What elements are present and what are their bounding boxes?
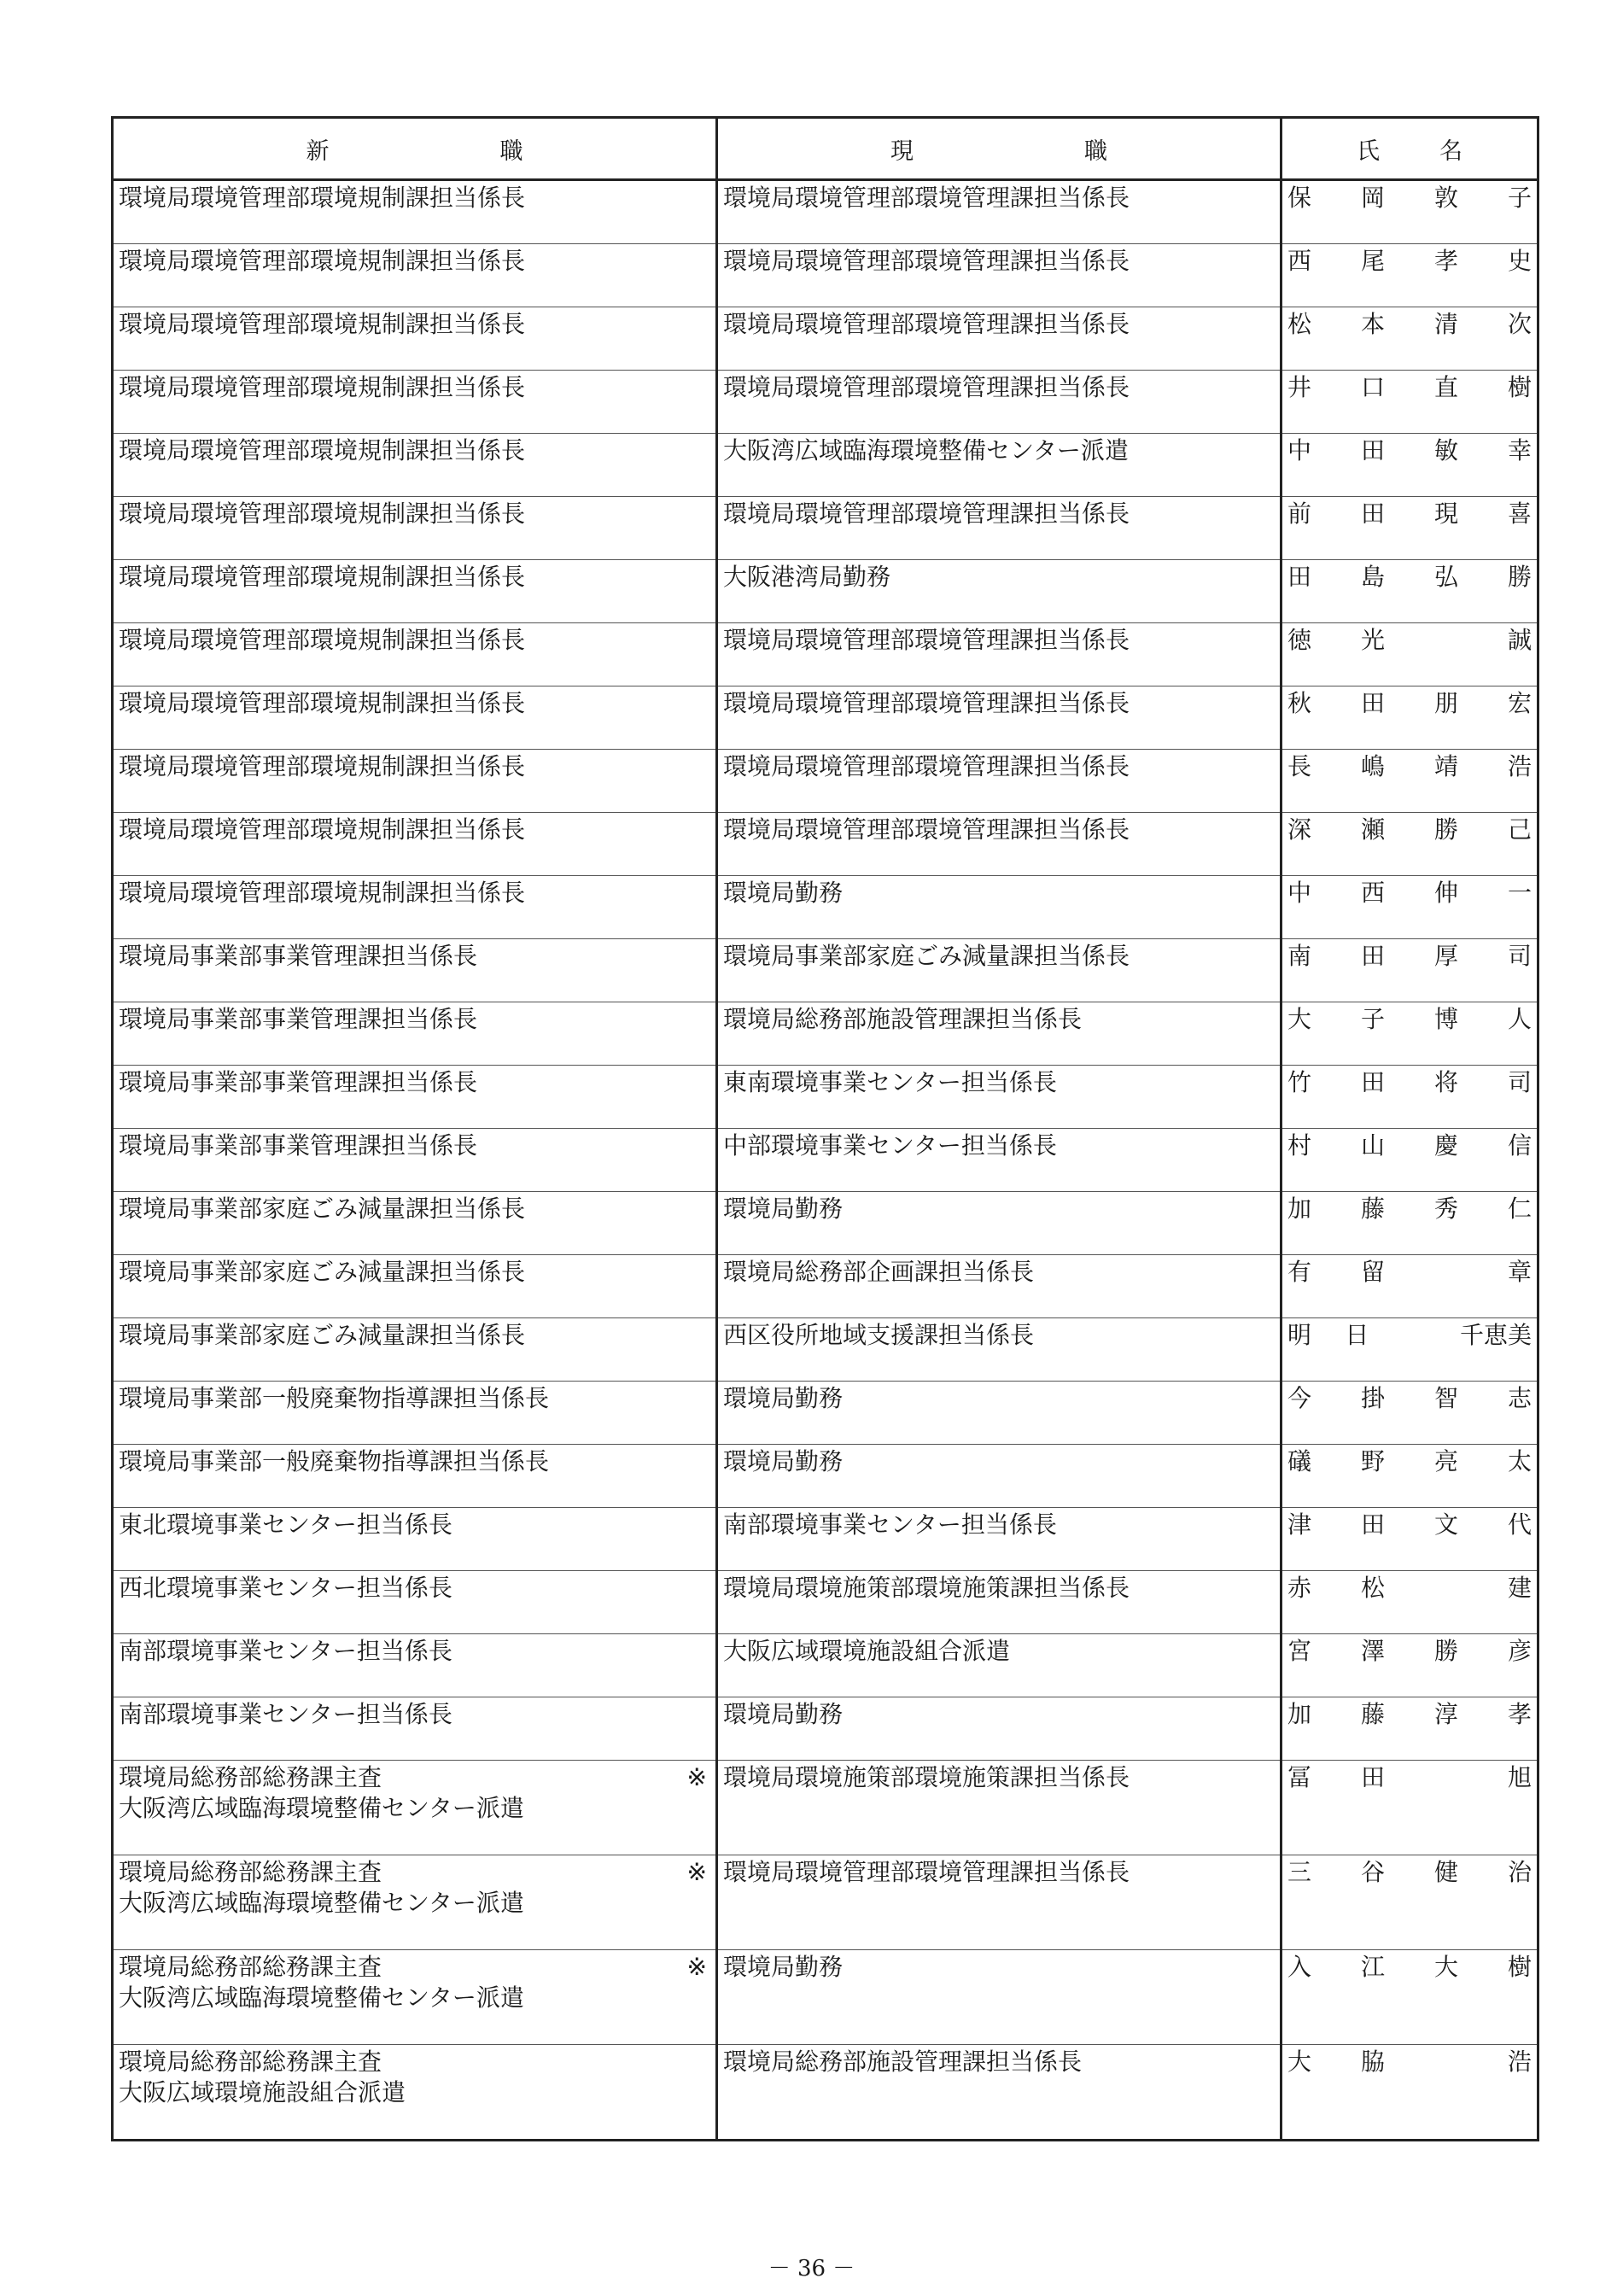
table-row — [113, 1129, 1538, 1192]
new-post-line: 環境局環境管理部環境規制課担当係長 — [119, 436, 526, 464]
name-char: 礒 — [1287, 1447, 1312, 1475]
new-post-line: 大阪湾広域臨海環境整備センター派遣 — [119, 1889, 524, 1917]
name-char: 谷 — [1360, 1858, 1385, 1886]
table-row — [113, 1255, 1538, 1318]
name-char: 誠 — [1507, 626, 1532, 654]
name-char: 大 — [1287, 1005, 1312, 1033]
name-char: 浩 — [1507, 2048, 1532, 2076]
name-char: 大 — [1287, 2048, 1312, 2076]
table-row — [113, 244, 1538, 307]
new-post-line: 大阪広域環境施設組合派遣 — [119, 2078, 406, 2106]
name-cell — [1281, 497, 1538, 560]
current-post-cell: 環境局環境管理部環境管理課担当係長 — [717, 686, 1281, 750]
current-post-cell: 環境局環境施策部環境施策課担当係長 — [717, 1571, 1281, 1634]
table-row — [113, 750, 1538, 813]
name-cell — [1281, 876, 1538, 939]
name-cell — [1281, 813, 1538, 876]
new-post-cell — [113, 623, 717, 686]
name-cell — [1281, 1697, 1538, 1761]
header-new-post-char2: 職 — [499, 137, 523, 165]
name-char: 樹 — [1507, 373, 1532, 401]
page-number: － 36 － — [768, 2256, 855, 2281]
name-char: 幸 — [1507, 436, 1532, 464]
table-row — [113, 686, 1538, 750]
new-post-cell — [113, 1950, 717, 2045]
new-post-cell — [113, 1855, 717, 1950]
name-char: 子 — [1507, 184, 1532, 212]
name-char: 光 — [1361, 626, 1386, 654]
new-post-cell — [113, 1129, 717, 1192]
new-post-cell — [113, 1002, 717, 1066]
header-current-post — [717, 118, 1281, 180]
name-char: 樹 — [1507, 1953, 1532, 1981]
new-post-cell — [113, 1255, 717, 1318]
name-char: 西 — [1287, 247, 1312, 275]
name-char: 田 — [1360, 942, 1385, 970]
name-char: 孝 — [1507, 1700, 1532, 1728]
name-cell — [1281, 1508, 1538, 1571]
new-post-line: 環境局事業部事業管理課担当係長 — [119, 942, 478, 970]
name-char: 敏 — [1433, 436, 1458, 464]
current-post-cell: 環境局環境管理部環境管理課担当係長 — [717, 307, 1281, 371]
current-post-cell: 大阪湾広域臨海環境整備センター派遣 — [717, 434, 1281, 497]
name-char: 澤 — [1360, 1637, 1385, 1665]
name-char: 勝 — [1433, 1637, 1458, 1665]
name-cell — [1281, 1129, 1538, 1192]
name-char: 島 — [1360, 563, 1385, 591]
name-char: 田 — [1360, 436, 1385, 464]
name-char: 嶋 — [1360, 752, 1385, 780]
name-char: 浩 — [1507, 752, 1532, 780]
table-row — [113, 939, 1538, 1002]
current-post-cell: 環境局環境施策部環境施策課担当係長 — [717, 1761, 1281, 1855]
name-char: 井 — [1287, 373, 1312, 401]
name-char — [1434, 1573, 1458, 1604]
name-cell — [1281, 434, 1538, 497]
name-cell — [1281, 560, 1538, 623]
header-name — [1281, 118, 1538, 180]
table-row — [113, 1634, 1538, 1697]
name-char: 太 — [1507, 1447, 1532, 1475]
new-post-line: 環境局環境管理部環境規制課担当係長 — [119, 626, 526, 654]
new-post-line: 環境局事業部事業管理課担当係長 — [119, 1005, 478, 1033]
name-char: 治 — [1507, 1858, 1532, 1886]
current-post-cell: 環境局勤務 — [717, 876, 1281, 939]
name-char: 敦 — [1433, 184, 1458, 212]
table-row — [113, 434, 1538, 497]
name-char: 司 — [1507, 942, 1532, 970]
new-post-cell — [113, 244, 717, 307]
name-char: 赤 — [1287, 1574, 1312, 1602]
header-new-post — [113, 118, 717, 180]
new-post-line: 環境局環境管理部環境規制課担当係長 — [119, 373, 526, 401]
name-cell — [1281, 1445, 1538, 1508]
new-post-line: 環境局総務部総務課主査 — [119, 1763, 382, 1791]
new-post-cell — [113, 1192, 717, 1255]
current-post-cell: 環境局勤務 — [717, 1697, 1281, 1761]
new-post-line: 環境局総務部総務課主査 — [119, 1858, 382, 1886]
name-char: 史 — [1507, 247, 1532, 275]
new-post-cell — [113, 1445, 717, 1508]
new-post-cell — [113, 371, 717, 434]
name-char: 日 — [1345, 1321, 1369, 1349]
name-char: 口 — [1360, 373, 1385, 401]
new-post-cell — [113, 560, 717, 623]
name-char: 次 — [1507, 310, 1532, 338]
name-cell — [1281, 244, 1538, 307]
name-cell — [1281, 686, 1538, 750]
name-char: 将 — [1433, 1068, 1458, 1096]
name-char: 田 — [1287, 563, 1312, 591]
new-post-line: 環境局事業部家庭ごみ減量課担当係長 — [119, 1258, 526, 1286]
new-post-cell — [113, 2045, 717, 2141]
name-cell — [1281, 307, 1538, 371]
name-char: 松 — [1361, 1574, 1386, 1602]
new-post-cell — [113, 1508, 717, 1571]
name-cell — [1281, 1002, 1538, 1066]
name-char: 朋 — [1433, 689, 1458, 717]
new-post-cell — [113, 1382, 717, 1445]
name-char: 慶 — [1433, 1131, 1458, 1160]
name-char: 田 — [1360, 689, 1385, 717]
new-post-line: 環境局事業部家庭ごみ減量課担当係長 — [119, 1321, 526, 1349]
name-char — [1434, 2047, 1458, 2077]
new-post-line: 環境局総務部総務課主査 — [119, 2048, 382, 2076]
name-char: 村 — [1287, 1131, 1312, 1160]
new-post-line: 環境局環境管理部環境規制課担当係長 — [119, 689, 526, 717]
name-char: 旭 — [1507, 1763, 1532, 1791]
current-post-cell: 環境局総務部企画課担当係長 — [717, 1255, 1281, 1318]
new-post-cell — [113, 497, 717, 560]
name-cell — [1281, 1571, 1538, 1634]
name-char: 亮 — [1433, 1447, 1458, 1475]
name-cell — [1281, 1066, 1538, 1129]
new-post-line: 環境局環境管理部環境規制課担当係長 — [119, 247, 526, 275]
current-post-cell: 環境局総務部施設管理課担当係長 — [717, 2045, 1281, 2141]
new-post-cell — [113, 180, 717, 244]
name-char: 野 — [1360, 1447, 1385, 1475]
table-row — [113, 623, 1538, 686]
current-post-cell: 環境局勤務 — [717, 1950, 1281, 2045]
note-mark: ※ — [686, 1858, 707, 1886]
name-cell — [1281, 750, 1538, 813]
name-char: 藤 — [1360, 1700, 1385, 1728]
name-char: 徳 — [1287, 626, 1312, 654]
name-char — [1434, 1257, 1458, 1288]
current-post-cell: 中部環境事業センター担当係長 — [717, 1129, 1281, 1192]
table-row — [113, 180, 1538, 244]
name-char: 竹 — [1287, 1068, 1312, 1096]
name-char: 健 — [1433, 1858, 1458, 1886]
name-char: 今 — [1287, 1384, 1312, 1412]
name-char: 己 — [1507, 815, 1532, 844]
name-cell — [1281, 1634, 1538, 1697]
new-post-cell — [113, 307, 717, 371]
current-post-cell: 南部環境事業センター担当係長 — [717, 1508, 1281, 1571]
name-char: 厚 — [1433, 942, 1458, 970]
current-post-cell: 大阪港湾局勤務 — [717, 560, 1281, 623]
name-char: 勝 — [1507, 563, 1532, 591]
new-post-line: 環境局事業部事業管理課担当係長 — [119, 1131, 478, 1160]
name-char: 山 — [1360, 1131, 1385, 1160]
name-char: 千恵美 — [1459, 1321, 1532, 1349]
name-char: 瀬 — [1360, 815, 1385, 844]
new-post-line: 環境局総務部総務課主査 — [119, 1953, 382, 1981]
name-char — [1434, 625, 1458, 656]
new-post-line: 西北環境事業センター担当係長 — [119, 1574, 452, 1602]
table-row — [113, 1192, 1538, 1255]
current-post-cell: 環境局勤務 — [717, 1445, 1281, 1508]
name-char: 掛 — [1360, 1384, 1385, 1412]
name-char: 田 — [1360, 1510, 1385, 1539]
new-post-cell — [113, 813, 717, 876]
name-char: 一 — [1507, 879, 1532, 907]
table-row — [113, 1508, 1538, 1571]
current-post-cell: 環境局環境管理部環境管理課担当係長 — [717, 180, 1281, 244]
table-row — [113, 1697, 1538, 1761]
current-post-cell: 環境局勤務 — [717, 1382, 1281, 1445]
name-char: 章 — [1507, 1258, 1532, 1286]
new-post-line: 環境局事業部一般廃棄物指導課担当係長 — [119, 1384, 550, 1412]
name-cell — [1281, 1382, 1538, 1445]
new-post-cell — [113, 876, 717, 939]
name-cell — [1281, 1255, 1538, 1318]
name-char: 淳 — [1433, 1700, 1458, 1728]
new-post-cell — [113, 1634, 717, 1697]
name-char: 秋 — [1287, 689, 1312, 717]
table-row — [113, 1950, 1538, 2045]
current-post-cell: 環境局勤務 — [717, 1192, 1281, 1255]
name-char: 孝 — [1433, 247, 1458, 275]
name-char: 人 — [1507, 1005, 1532, 1033]
name-char: 大 — [1433, 1953, 1458, 1981]
name-char: 松 — [1287, 310, 1312, 338]
name-char: 喜 — [1507, 500, 1532, 528]
name-char: 三 — [1287, 1858, 1312, 1886]
name-char: 仁 — [1507, 1195, 1532, 1223]
name-char: 文 — [1433, 1510, 1458, 1539]
name-char: 岡 — [1360, 184, 1385, 212]
name-char — [1403, 1320, 1427, 1351]
new-post-cell — [113, 1571, 717, 1634]
name-cell — [1281, 1192, 1538, 1255]
new-post-line: 環境局環境管理部環境規制課担当係長 — [119, 184, 526, 212]
current-post-cell: 環境局環境管理部環境管理課担当係長 — [717, 750, 1281, 813]
name-char: 直 — [1433, 373, 1458, 401]
current-post-cell: 環境局環境管理部環境管理課担当係長 — [717, 497, 1281, 560]
table-row — [113, 1571, 1538, 1634]
current-post-cell: 環境局事業部家庭ごみ減量課担当係長 — [717, 939, 1281, 1002]
name-char: 藤 — [1360, 1195, 1385, 1223]
name-char: 司 — [1507, 1068, 1532, 1096]
current-post-cell: 西区役所地域支援課担当係長 — [717, 1318, 1281, 1382]
name-char: 建 — [1507, 1574, 1532, 1602]
name-char: 江 — [1360, 1953, 1385, 1981]
name-char: 靖 — [1433, 752, 1458, 780]
header-row — [113, 118, 1538, 180]
name-char: 宏 — [1507, 689, 1532, 717]
name-char: 勝 — [1433, 815, 1458, 844]
new-post-line: 大阪湾広域臨海環境整備センター派遣 — [119, 1983, 524, 2012]
table-row — [113, 1445, 1538, 1508]
new-post-line: 環境局環境管理部環境規制課担当係長 — [119, 815, 526, 844]
name-char: 有 — [1287, 1258, 1312, 1286]
table-row — [113, 1382, 1538, 1445]
name-char: 南 — [1287, 942, 1312, 970]
name-cell — [1281, 623, 1538, 686]
new-post-line: 東北環境事業センター担当係長 — [119, 1510, 452, 1539]
name-char: 加 — [1287, 1700, 1312, 1728]
new-post-line: 環境局環境管理部環境規制課担当係長 — [119, 310, 526, 338]
header-name-char1: 氏 — [1357, 137, 1380, 165]
name-char: 秀 — [1433, 1195, 1458, 1223]
new-post-cell — [113, 686, 717, 750]
table-row — [113, 560, 1538, 623]
new-post-line: 南部環境事業センター担当係長 — [119, 1700, 452, 1728]
table-row — [113, 813, 1538, 876]
name-char: 代 — [1507, 1510, 1532, 1539]
name-char: 伸 — [1433, 879, 1458, 907]
name-char: 子 — [1360, 1005, 1385, 1033]
header-current-post-char2: 職 — [1084, 137, 1107, 165]
table-row — [113, 371, 1538, 434]
new-post-line: 環境局事業部家庭ごみ減量課担当係長 — [119, 1195, 526, 1223]
name-char: 彦 — [1507, 1637, 1532, 1665]
name-char: 信 — [1507, 1131, 1532, 1160]
new-post-cell — [113, 750, 717, 813]
table-row — [113, 876, 1538, 939]
name-cell — [1281, 1318, 1538, 1382]
name-char: 志 — [1507, 1384, 1532, 1412]
name-char: 深 — [1287, 815, 1312, 844]
new-post-line: 大阪湾広域臨海環境整備センター派遣 — [119, 1794, 524, 1822]
name-cell — [1281, 1855, 1538, 1950]
name-char: 西 — [1360, 879, 1385, 907]
name-cell — [1281, 1761, 1538, 1855]
name-char: 入 — [1287, 1953, 1312, 1981]
name-char: 脇 — [1361, 2048, 1386, 2076]
current-post-cell: 環境局環境管理部環境管理課担当係長 — [717, 244, 1281, 307]
name-char: 冨 — [1287, 1763, 1312, 1791]
name-cell — [1281, 939, 1538, 1002]
name-char: 長 — [1287, 752, 1312, 780]
name-char: 中 — [1287, 436, 1312, 464]
table-row — [113, 1761, 1538, 1855]
new-post-line: 環境局環境管理部環境規制課担当係長 — [119, 563, 526, 591]
header-new-post-char1: 新 — [306, 137, 330, 165]
new-post-line: 環境局事業部一般廃棄物指導課担当係長 — [119, 1447, 550, 1475]
header-name-char2: 名 — [1439, 137, 1462, 165]
new-post-line: 環境局環境管理部環境規制課担当係長 — [119, 879, 526, 907]
new-post-cell — [113, 434, 717, 497]
table-row — [113, 307, 1538, 371]
name-char: 前 — [1287, 500, 1312, 528]
table-row — [113, 1855, 1538, 1950]
note-mark: ※ — [686, 1953, 707, 1981]
current-post-cell: 大阪広域環境施設組合派遣 — [717, 1634, 1281, 1697]
name-char: 清 — [1433, 310, 1458, 338]
name-cell — [1281, 180, 1538, 244]
name-cell — [1281, 2045, 1538, 2141]
table-row — [113, 1066, 1538, 1129]
name-char: 明 — [1287, 1321, 1312, 1349]
name-char: 宮 — [1287, 1637, 1312, 1665]
name-char: 田 — [1360, 500, 1385, 528]
table-row — [113, 1318, 1538, 1382]
personnel-table — [111, 116, 1539, 2141]
new-post-cell — [113, 1318, 717, 1382]
current-post-cell: 環境局環境管理部環境管理課担当係長 — [717, 1855, 1281, 1950]
name-char: 現 — [1433, 500, 1458, 528]
table-body — [113, 180, 1538, 2141]
current-post-cell: 環境局環境管理部環境管理課担当係長 — [717, 623, 1281, 686]
name-char: 博 — [1433, 1005, 1458, 1033]
header-current-post-char1: 現 — [890, 137, 914, 165]
name-cell — [1281, 1950, 1538, 2045]
current-post-cell: 東南環境事業センター担当係長 — [717, 1066, 1281, 1129]
name-char — [1434, 1762, 1458, 1793]
new-post-line: 南部環境事業センター担当係長 — [119, 1637, 452, 1665]
new-post-cell — [113, 1697, 717, 1761]
current-post-cell: 環境局環境管理部環境管理課担当係長 — [717, 813, 1281, 876]
current-post-cell: 環境局環境管理部環境管理課担当係長 — [717, 371, 1281, 434]
new-post-line: 環境局環境管理部環境規制課担当係長 — [119, 500, 526, 528]
name-char: 本 — [1360, 310, 1385, 338]
name-char: 田 — [1360, 1068, 1385, 1096]
current-post-cell: 環境局総務部施設管理課担当係長 — [717, 1002, 1281, 1066]
table-row — [113, 1002, 1538, 1066]
new-post-cell — [113, 1761, 717, 1855]
new-post-line: 環境局環境管理部環境規制課担当係長 — [119, 752, 526, 780]
table-row — [113, 2045, 1538, 2141]
name-char: 弘 — [1433, 563, 1458, 591]
table-row — [113, 497, 1538, 560]
name-char: 留 — [1361, 1258, 1386, 1286]
name-cell — [1281, 371, 1538, 434]
note-mark: ※ — [686, 1763, 707, 1791]
new-post-cell — [113, 939, 717, 1002]
new-post-line: 環境局事業部事業管理課担当係長 — [119, 1068, 478, 1096]
new-post-cell — [113, 1066, 717, 1129]
name-char: 加 — [1287, 1195, 1312, 1223]
name-char: 中 — [1287, 879, 1312, 907]
name-char: 尾 — [1360, 247, 1385, 275]
name-char: 智 — [1433, 1384, 1458, 1412]
name-char: 田 — [1361, 1763, 1386, 1791]
name-char: 津 — [1287, 1510, 1312, 1539]
name-char: 保 — [1287, 184, 1312, 212]
